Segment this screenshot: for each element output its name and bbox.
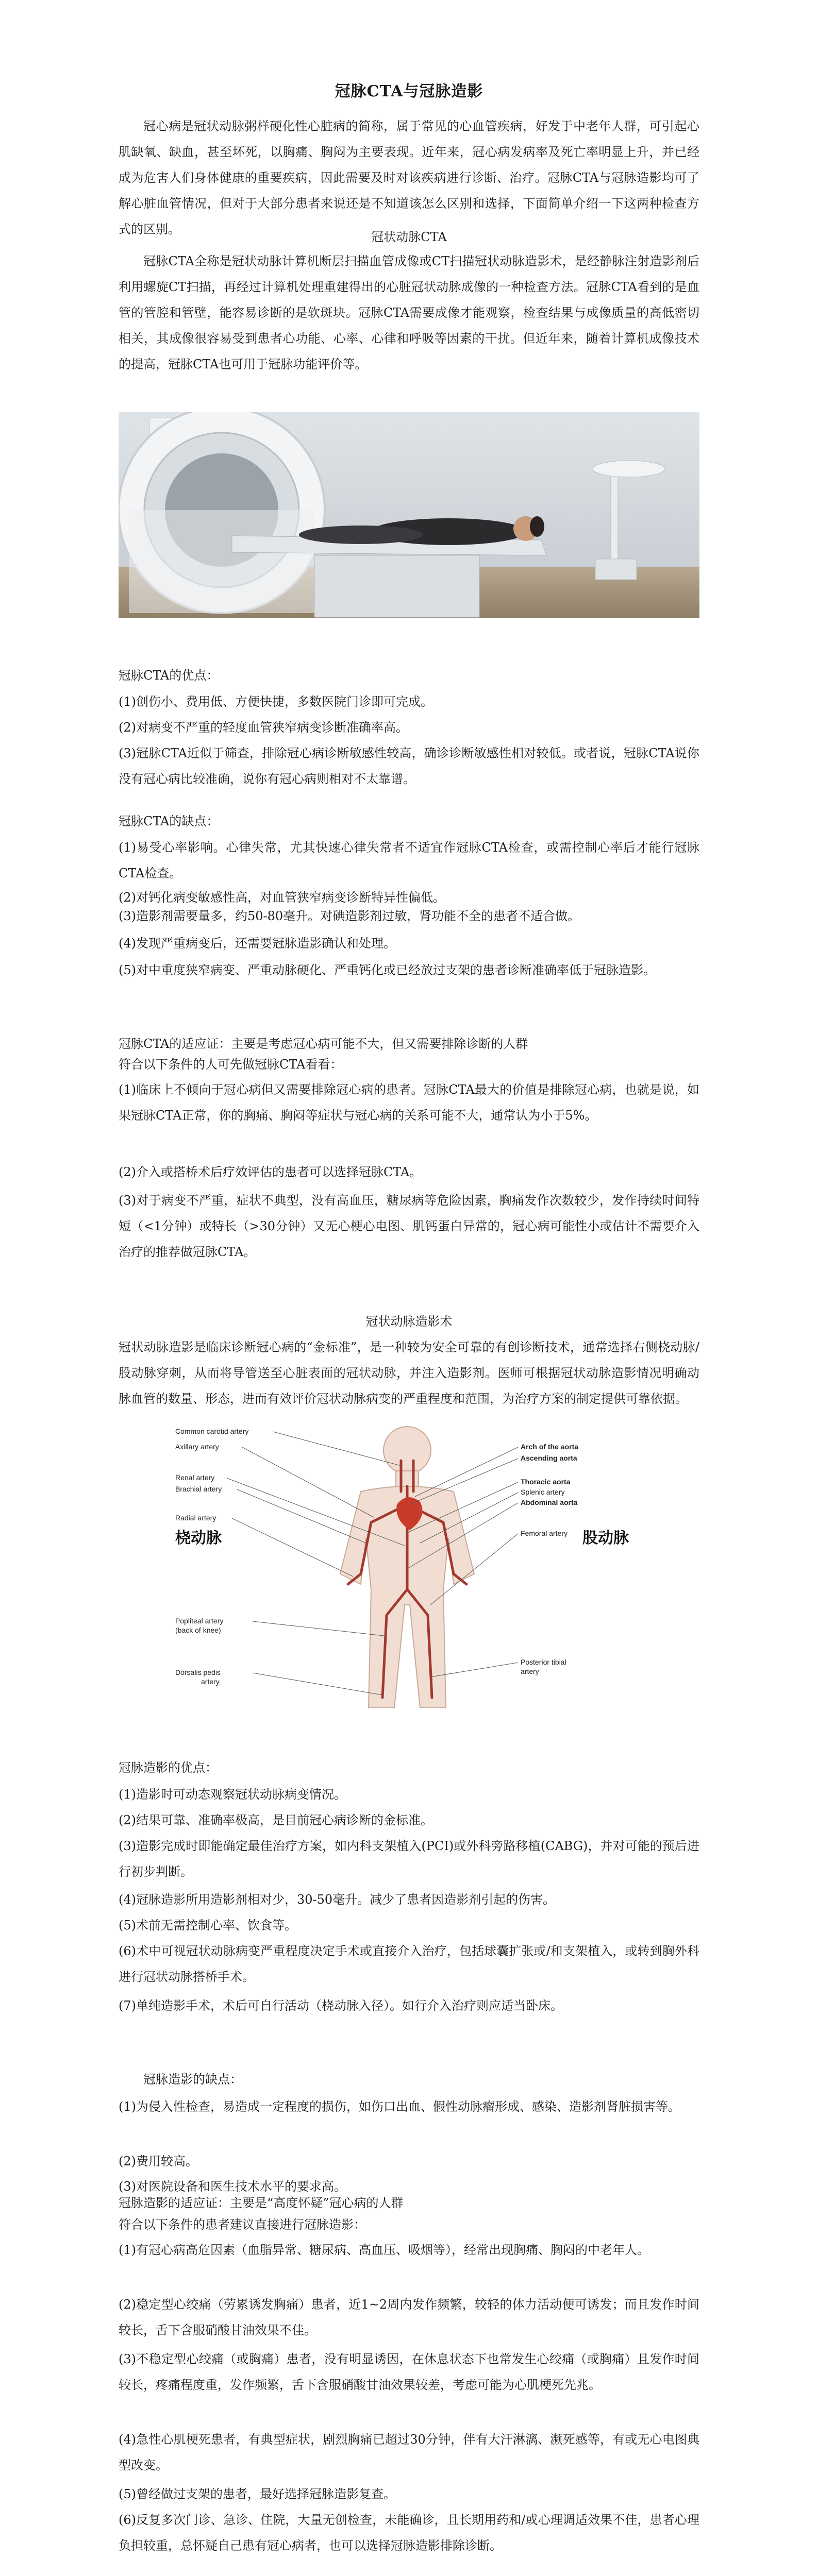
angio-indication-item: (3)不稳定型心绞痛（或胸痛）患者，没有明显诱因，在休息状态下也常发生心绞痛（或胸痛）且发作时间较长，疼痛程度重，发作频繁，舌下含服硝酸甘油效果较差，考虑可能为心肌梗死先兆。 [119, 2352, 699, 2392]
angio-heading: 冠状动脉造影术 [365, 1314, 453, 1329]
cta-pros-item: (3)冠脉CTA近似于筛查，排除冠心病诊断敏感性较高，确诊诊断敏感性相对较低。或者说，冠脉CTA说你没有冠心病比较准确，说你有冠心病则相对不太靠谱。 [119, 746, 699, 786]
label-brachial: Brachial artery [175, 1485, 222, 1493]
angio-indication-item: (1)有冠心病高危因素（血脂异常、糖尿病、高血压、吸烟等），经常出现胸痛、胸闷的中老年人。 [119, 2243, 649, 2257]
cta-cons-item: (4)发现严重病变后，还需要冠脉造影确认和处理。 [119, 936, 396, 951]
cta-cons-item: (5)对中重度狭窄病变、严重动脉硬化、严重钙化或已经放过支架的患者诊断准确率低于冠脉造影。 [119, 963, 656, 977]
cta-indication-item: (1)临床上不倾向于冠心病但又需要排除冠心病的患者。冠脉CTA最大的价值是排除冠心病，也就是说，如果冠脉CTA正常，你的胸痛、胸闷等症状与冠心病的关系可能不大，通常认为小于5%。 [119, 1082, 699, 1123]
label-dorsalis-artery: artery [201, 1677, 220, 1686]
ct-scanner-photo [119, 412, 699, 618]
angio-indication-intro: 符合以下条件的患者建议直接进行冠脉造影： [119, 2217, 366, 2232]
femoral-cn-label: 股动脉 [582, 1529, 629, 1547]
angio-indication-item: (5)曾经做过支架的患者，最好选择冠脉造影复查。 [119, 2487, 396, 2501]
angio-pros-item: (7)单纯造影手术，术后可自行活动（桡动脉入径）。如行介入治疗则应适当卧床。 [119, 1998, 563, 2013]
angio-pros-item: (4)冠脉造影所用造影剂相对少，30-50毫升。减少了患者因造影剂引起的伤害。 [119, 1892, 556, 1907]
page-title: 冠脉CTA与冠脉造影 [335, 82, 483, 100]
cta-indication-item: (2)介入或搭桥术后疗效评估的患者可以选择冠脉CTA。 [119, 1165, 422, 1179]
angio-indication-item: (6)反复多次门诊、急诊、住院，大量无创检查，未能确诊，且长期用药和/或心理调适效果不佳，患者心理负担较重，总怀疑自己患有冠心病者，也可以选择冠脉造影排除诊断。 [119, 2513, 699, 2553]
cta-body: 冠脉CTA全称是冠状动脉计算机断层扫描血管成像或CT扫描冠状动脉造影术，是经静脉注射造影剂后利用螺旋CT扫描，再经过计算机处理重建得出的心脏冠状动脉成像的一种检查方法。冠脉CTA看到的是血管的管腔和管壁，能容易诊断的是软斑块。冠脉CTA需要成像才能观察，检查结果与成像质量的高低密切相关，其成像很容易受到患者心功能、心率、心律和呼吸等因素的干扰。但近年来，随着计算机成像技术的提高，冠脉CTA也可用于冠脉功能评价等。 [119, 254, 699, 371]
label-popliteal: Popliteal artery [175, 1617, 224, 1625]
cta-pros-item: (2)对病变不严重的轻度血管狭窄病变诊断准确率高。 [119, 720, 408, 735]
cta-heading: 冠状动脉CTA [371, 230, 447, 244]
angio-body: 冠状动脉造影是临床诊断冠心病的“金标准”，是一种较为安全可靠的有创诊断技术，通常选择右侧桡动脉/股动脉穿刺，从而将导管送至心脏表面的冠状动脉，并注入造影剂。医师可根据冠状动脉造影情况明确动脉血管的数量、形态，进而有效评价冠状动脉病变的严重程度和范围，为治疗方案的制定提供可靠依据。 [119, 1340, 699, 1406]
label-back-of-knee: (back of knee) [175, 1626, 221, 1634]
cta-indication-title: 冠脉CTA的适应证：主要是考虑冠心病可能不大，但又需要排除诊断的人群 [119, 1037, 528, 1051]
angio-pros-item: (3)造影完成时即能确定最佳治疗方案，如内科支架植入(PCI)或外科旁路移植(CABG)，并对可能的预后进行初步判断。 [119, 1839, 699, 1879]
cta-cons-item: (3)造影剂需要量多，约50-80毫升。对碘造影剂过敏，肾功能不全的患者不适合做。 [119, 909, 580, 923]
cta-cons-item: (2)对钙化病变敏感性高，对血管狭窄病变诊断特异性偏低。 [119, 890, 445, 905]
label-aortic-arch: Arch of the aorta [521, 1443, 579, 1451]
cta-pros-title: 冠脉CTA的优点： [119, 668, 219, 683]
angio-cons-title: 冠脉造影的缺点： [143, 2072, 242, 2087]
ct-scanner-illustration [119, 412, 699, 618]
cta-indication-item: (3)对于病变不严重，症状不典型，没有高血压，糖尿病等危险因素，胸痛发作次数较少，发作持续时间特短（<1分钟）或特长（>30分钟）又无心梗心电图、肌钙蛋白异常的，冠心病可能性小或估计不需要介入治疗的推荐做冠脉CTA。 [119, 1193, 699, 1259]
radial-cn-label: 桡动脉 [175, 1529, 222, 1547]
label-common-carotid: Common carotid artery [175, 1427, 249, 1435]
intro-paragraph: 冠心病是冠状动脉粥样硬化性心脏病的简称，属于常见的心血管疾病，好发于中老年人群，可引起心肌缺氧、缺血，甚至坏死，以胸痛、胸闷为主要表现。近年来，冠心病发病率及死亡率明显上升，并已经成为危害人们身体健康的重要疾病，因此需要及时对该疾病进行诊断、治疗。冠脉CTA与冠脉造影均可了解心脏血管情况，但对于大部分患者来说还是不知道该怎么区别和选择，下面简单介绍一下这两种检查方式的区别。 [119, 119, 699, 236]
label-abdominal-aorta: Abdominal aorta [521, 1498, 578, 1506]
label-splenic: Splenic artery [521, 1488, 565, 1496]
label-femoral: Femoral artery [521, 1529, 568, 1537]
angio-indication-title: 冠脉造影的适应证：主要是“高度怀疑”冠心病的人群 [119, 2196, 404, 2210]
angio-cons-item: (2)费用较高。 [119, 2154, 198, 2168]
angio-pros-item: (2)结果可靠、准确率极高，是目前冠心病诊断的金标准。 [119, 1813, 433, 1827]
angio-pros-item: (1)造影时可动态观察冠状动脉病变情况。 [119, 1787, 346, 1802]
angio-cons-item: (3)对医院设备和医生技术水平的要求高。 [119, 2179, 346, 2194]
label-axillary: Axillary artery [175, 1443, 219, 1451]
angio-pros-title: 冠脉造影的优点： [119, 1760, 218, 1775]
angio-pros-item: (5)术前无需控制心率、饮食等。 [119, 1918, 297, 1933]
cta-cons-item: (1)易受心率影响。心律失常，尤其快速心律失常者不适宜作冠脉CTA检查，或需控制心率后才能行冠脉CTA检查。 [119, 840, 699, 880]
label-ascending-aorta: Ascending aorta [521, 1454, 577, 1462]
label-dorsalis-pedis: Dorsalis pedis [175, 1668, 221, 1676]
angio-indication-item: (2)稳定型心绞痛（劳累诱发胸痛）患者，近1~2周内发作频繁，较轻的体力活动便可诱发；而且发作时间较长，舌下含服硝酸甘油效果不佳。 [119, 2297, 699, 2337]
angio-indication-item: (4)急性心肌梗死患者，有典型症状，剧烈胸痛已超过30分钟，伴有大汗淋漓、濒死感等，有或无心电图典型改变。 [119, 2432, 699, 2472]
label-renal: Renal artery [175, 1473, 215, 1482]
label-thoracic-aorta: Thoracic aorta [521, 1478, 571, 1486]
cta-pros-item: (1)创伤小、费用低、方便快捷，多数医院门诊即可完成。 [119, 694, 433, 709]
label-radial: Radial artery [175, 1514, 216, 1522]
angio-cons-item: (1)为侵入性检查，易造成一定程度的损伤，如伤口出血、假性动脉瘤形成、感染、造影剂肾脏损害等。 [119, 2099, 680, 2114]
angio-pros-item: (6)术中可视冠状动脉病变严重程度决定手术或直接介入治疗，包括球囊扩张或/和支架植入，或转到胸外科进行冠状动脉搭桥手术。 [119, 1944, 699, 1984]
arterial-system-figure [119, 1419, 699, 1708]
cta-indication-intro: 符合以下条件的人可先做冠脉CTA看看： [119, 1057, 343, 1072]
label-posterior-tibial: Posterior tibial [521, 1658, 566, 1666]
arterial-system-illustration [119, 1419, 699, 1708]
label-tibial-artery: artery [521, 1667, 539, 1675]
cta-cons-title: 冠脉CTA的缺点： [119, 814, 219, 828]
